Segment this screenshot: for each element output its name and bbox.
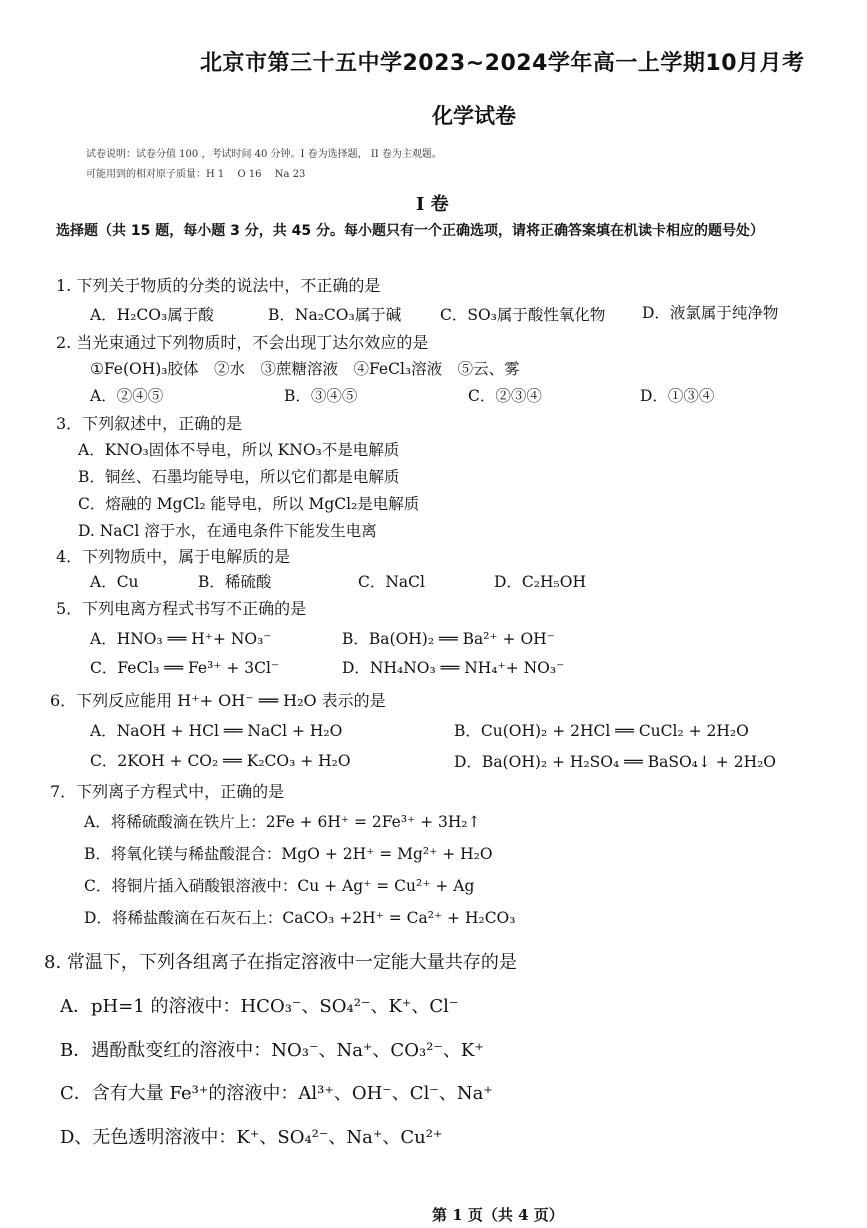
question-6-option-c: C．2KOH + CO₂ ══ K₂CO₃ + H₂O bbox=[90, 752, 351, 770]
question-4-stem: 4．下列物质中，属于电解质的是 bbox=[56, 547, 291, 566]
question-8-option-d: D、无色透明溶液中：K⁺、SO₄²⁻、Na⁺、Cu²⁺ bbox=[60, 1127, 443, 1148]
section-heading: 选择题（共 15 题，每小题 3 分，共 45 分。每小题只有一个正确选项，请将正确答案填在机读卡相应的题号处） bbox=[56, 223, 764, 239]
question-5-option-c: C．FeCl₃ ══ Fe³⁺ + 3Cl⁻ bbox=[90, 659, 280, 677]
question-5-option-a: A．HNO₃ ══ H⁺+ NO₃⁻ bbox=[90, 630, 272, 648]
question-7-option-a: A．将稀硫酸滴在铁片上：2Fe + 6H⁺ = 2Fe³⁺ + 3H₂↑ bbox=[84, 813, 481, 831]
question-7-option-d: D．将稀盐酸滴在石灰石上：CaCO₃ +2H⁺ = Ca²⁺ + H₂CO₃ bbox=[84, 909, 516, 927]
question-5-option-b: B．Ba(OH)₂ ══ Ba²⁺ + OH⁻ bbox=[342, 630, 555, 648]
question-1-option-b: B．Na₂CO₃属于碱 bbox=[268, 306, 402, 324]
question-1-option-c: C．SO₃属于酸性氧化物 bbox=[440, 306, 606, 324]
question-8-option-a: A．pH=1 的溶液中：HCO₃⁻、SO₄²⁻、K⁺、Cl⁻ bbox=[60, 996, 459, 1017]
exam-subtitle: 化学试卷 bbox=[432, 104, 516, 128]
page-number: 第 1 页（共 4 页） bbox=[432, 1206, 564, 1224]
question-1-option-a: A．H₂CO₃属于酸 bbox=[90, 306, 214, 324]
question-8-option-c: C．含有大量 Fe³⁺的溶液中：Al³⁺、OH⁻、Cl⁻、Na⁺ bbox=[60, 1083, 493, 1104]
question-2-option-d: D．①③④ bbox=[640, 387, 715, 405]
question-4-option-a: A．Cu bbox=[90, 573, 139, 591]
volume-heading: I 卷 bbox=[416, 194, 449, 215]
question-3-stem: 3．下列叙述中，正确的是 bbox=[56, 414, 243, 433]
question-6-option-d: D．Ba(OH)₂ + H₂SO₄ ══ BaSO₄↓ + 2H₂O bbox=[454, 753, 777, 771]
question-6-option-b: B．Cu(OH)₂ + 2HCl ══ CuCl₂ + 2H₂O bbox=[454, 722, 749, 740]
question-8-option-b: B．遇酚酞变红的溶液中：NO₃⁻、Na⁺、CO₃²⁻、K⁺ bbox=[60, 1040, 484, 1061]
question-2-stem: 2. 当光束通过下列物质时，不会出现丁达尔效应的是 bbox=[56, 333, 429, 352]
question-1-stem: 1. 下列关于物质的分类的说法中，不正确的是 bbox=[56, 276, 381, 295]
atomic-masses-note: 可能用到的相对原子质量：H 1 O 16 Na 23 bbox=[86, 169, 306, 180]
question-4-option-b: B．稀硫酸 bbox=[198, 573, 272, 591]
question-3-option-a: A．KNO₃固体不导电，所以 KNO₃不是电解质 bbox=[78, 441, 400, 459]
question-5-option-d: D．NH₄NO₃ ══ NH₄⁺+ NO₃⁻ bbox=[342, 659, 565, 677]
question-6-stem: 6．下列反应能用 H⁺+ OH⁻ ══ H₂O 表示的是 bbox=[50, 691, 386, 710]
question-3-option-c: C．熔融的 MgCl₂ 能导电，所以 MgCl₂是电解质 bbox=[78, 495, 420, 513]
question-1-option-d: D．液氯属于纯净物 bbox=[642, 304, 779, 322]
question-7-option-c: C．将铜片插入硝酸银溶液中：Cu + Ag⁺ = Cu²⁺ + Ag bbox=[84, 877, 475, 895]
question-6-option-a: A．NaOH + HCl ══ NaCl + H₂O bbox=[90, 722, 343, 740]
question-2-items: ①Fe(OH)₃胶体 ②水 ③蔗糖溶液 ④FeCl₃溶液 ⑤云、雾 bbox=[90, 360, 520, 378]
question-2-option-c: C．②③④ bbox=[468, 387, 542, 405]
question-2-option-a: A．②④⑤ bbox=[90, 387, 164, 405]
exam-title: 北京市第三十五中学2023~2024学年高一上学期10月月考 bbox=[200, 51, 805, 76]
exam-instructions: 试卷说明：试卷分值 100 ，考试时间 40 分钟。I 卷为选择题， II 卷为主观题。 bbox=[86, 149, 442, 160]
question-7-stem: 7．下列离子方程式中，正确的是 bbox=[50, 782, 285, 801]
question-3-option-b: B．铜丝、石墨均能导电，所以它们都是电解质 bbox=[78, 468, 400, 486]
question-7-option-b: B．将氧化镁与稀盐酸混合：MgO + 2H⁺ = Mg²⁺ + H₂O bbox=[84, 845, 493, 863]
question-4-option-d: D．C₂H₅OH bbox=[494, 573, 586, 591]
question-2-option-b: B．③④⑤ bbox=[284, 387, 358, 405]
question-3-option-d: D. NaCl 溶于水，在通电条件下能发生电离 bbox=[78, 522, 377, 540]
question-5-stem: 5．下列电离方程式书写不正确的是 bbox=[56, 599, 307, 618]
question-8-stem: 8. 常温下，下列各组离子在指定溶液中一定能大量共存的是 bbox=[44, 952, 517, 973]
question-4-option-c: C．NaCl bbox=[358, 573, 425, 591]
